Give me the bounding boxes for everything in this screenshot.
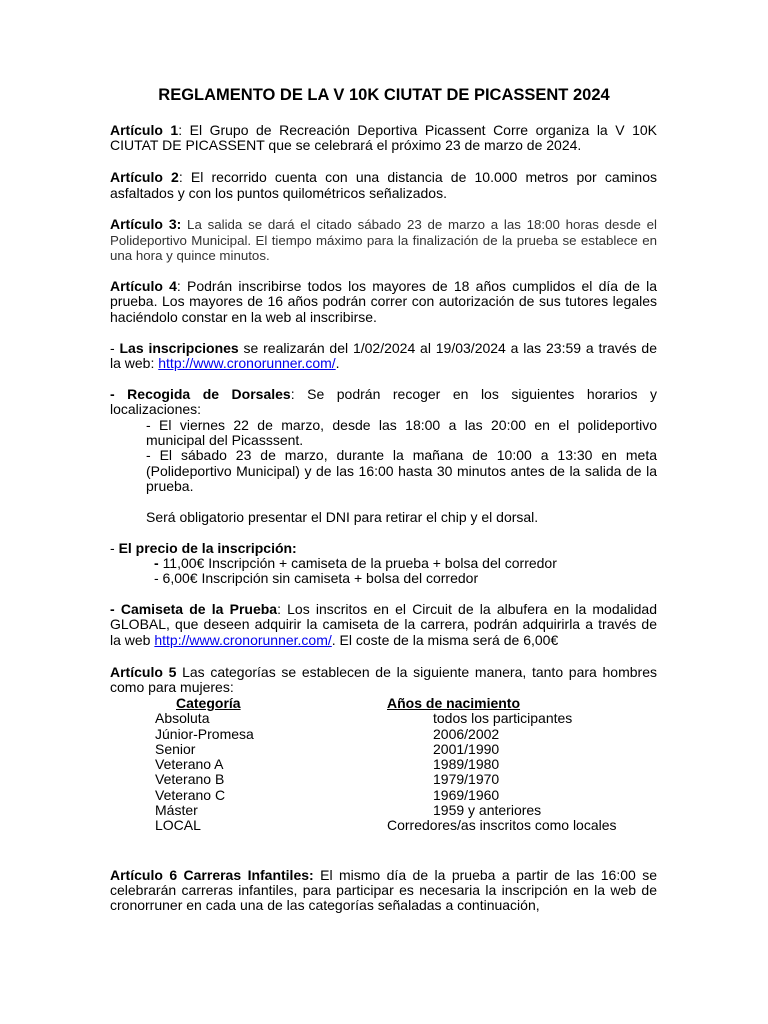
table-row	[155, 757, 655, 772]
article-4-label: Artículo 4	[110, 278, 177, 294]
cronorunner-link-2[interactable]: http://www.cronorunner.com/	[154, 632, 332, 648]
dorsales-item2-line3: prueba.	[146, 478, 194, 494]
table-row	[155, 818, 655, 833]
categories-header	[155, 696, 655, 711]
article-1-line1: Artículo 1: El Grupo de Recreación Deportiva Picassent Corre organiza la V 10K	[110, 122, 657, 138]
inscripciones-line1: - Las inscripciones se realizarán del 1/02/2024 al 19/03/2024 a las 23:59 a través de	[110, 340, 657, 356]
table-row	[155, 772, 655, 787]
article-3-label: Artículo 3:	[110, 216, 182, 232]
article-1-line2: CIUTAT DE PICASSENT que se celebrará el próximo 23 de marzo de 2024.	[110, 137, 582, 153]
article-5-label: Artículo 5	[110, 664, 177, 680]
precio-heading: - El precio de la inscripción:	[110, 540, 297, 556]
dorsales-label: - Recogida de Dorsales	[110, 386, 291, 402]
camiseta-label: - Camiseta de la Prueba	[110, 601, 278, 617]
article-3-line2: Polideportivo Municipal. El tiempo máximo para la finalización de la prueba se establece en	[110, 233, 657, 248]
article-6-label: Artículo 6 Carreras Infantiles:	[110, 867, 314, 883]
article-3-line1: Artículo 3: La salida se dará el citado sábado 23 de marzo a las 18:00 horas desde el	[110, 216, 657, 232]
category-cell: Máster	[155, 802, 198, 819]
article-4-line2: prueba. Los mayores de 16 años podrán correr con autorización de sus tutores legales	[110, 293, 657, 309]
precio-label: El precio de la inscripción:	[118, 540, 297, 556]
table-row	[155, 742, 655, 757]
camiseta-line1: - Camiseta de la Prueba: Los inscritos en el Circuit de la albufera en la modalidad	[110, 601, 657, 617]
table-row	[155, 788, 655, 803]
document-title: REGLAMENTO DE LA V 10K CIUTAT DE PICASSENT 2024	[158, 86, 610, 104]
dorsales-item1-line1: - El viernes 22 de marzo, desde las 18:00 a las 20:00 en el polideportivo	[146, 417, 657, 433]
article-4-line1: Artículo 4: Podrán inscribirse todos los mayores de 18 años cumplidos el día de la	[110, 278, 657, 294]
category-cell: Absoluta	[155, 710, 210, 727]
years-cell: 1969/1960	[433, 786, 500, 803]
table-row	[155, 711, 655, 726]
dorsales-note: Será obligatorio presentar el DNI para retirar el chip y el dorsal.	[146, 509, 539, 525]
dorsales-item2-line1: - El sábado 23 de marzo, durante la mañana de 10:00 a 13:30 en meta	[146, 447, 657, 463]
article-2-line1: Artículo 2: El recorrido cuenta con una distancia de 10.000 metros por caminos	[110, 169, 657, 185]
precio-option-1: - 11,00€ Inscripción + camiseta de la prueba + bolsa del corredor	[154, 555, 557, 571]
table-row	[155, 727, 655, 742]
years-cell: 2006/2002	[433, 725, 500, 742]
category-cell: Veterano A	[155, 756, 224, 773]
category-cell: Veterano C	[155, 786, 226, 803]
dorsales-item2-line2: (Polideportivo Municipal) y de las 16:00 hasta 30 minutos antes de la salida de la	[146, 463, 657, 479]
article-2-line2: asfaltados y con los puntos quilométricos señalizados.	[110, 185, 447, 201]
article-1-label: Artículo 1	[110, 122, 179, 138]
category-cell: LOCAL	[155, 817, 201, 834]
dorsales-line1: - Recogida de Dorsales: Se podrán recoger en los siguientes horarios y	[110, 386, 658, 402]
article-4-line3: haciéndolo constar en la web al inscribirse.	[110, 309, 377, 325]
header-categoria: Categoría	[176, 695, 241, 711]
precio-option-2: - 6,00€ Inscripción sin camiseta + bolsa del corredor	[154, 570, 479, 586]
table-row	[155, 803, 655, 818]
categories-table	[155, 696, 655, 834]
article-6-line3: cronorruner en cada una de las categorías señaladas a continuación,	[110, 897, 540, 913]
category-cell: Senior	[155, 740, 196, 757]
years-cell: 1959 y anteriores	[433, 802, 542, 819]
dorsales-line2: localizaciones:	[110, 401, 202, 417]
article-6-line1: Artículo 6 Carreras Infantiles: El mismo día de la prueba a partir de las 16:00 se	[110, 867, 658, 883]
article-2-label: Artículo 2	[110, 169, 179, 185]
years-cell: 1989/1980	[433, 756, 500, 773]
camiseta-line2: GLOBAL, que deseen adquirir la camiseta de la carrera, podrán adquirirla a través de	[110, 616, 657, 632]
years-cell: 1979/1970	[433, 771, 500, 788]
article-5-line2: como para mujeres:	[110, 679, 234, 695]
inscripciones-line2: la web: http://www.cronorunner.com/.	[110, 355, 340, 371]
inscripciones-label: Las inscripciones	[119, 340, 239, 356]
camiseta-line3: la web http://www.cronorunner.com/. El coste de la misma será de 6,00€	[110, 632, 559, 648]
category-cell: Veterano B	[155, 771, 225, 788]
cronorunner-link[interactable]: http://www.cronorunner.com/	[158, 355, 336, 371]
dorsales-item1-line2: municipal del Picasssent.	[146, 432, 304, 448]
years-cell: 2001/1990	[433, 740, 500, 757]
years-cell: Corredores/as inscritos como locales	[387, 817, 617, 834]
article-3-line3: una hora y quince minutos.	[110, 248, 270, 263]
article-5-line1: Artículo 5 Las categorías se establecen de la siguiente manera, tanto para hombres	[110, 664, 657, 680]
years-cell: todos los participantes	[433, 710, 573, 727]
category-cell: Júnior-Promesa	[155, 725, 254, 742]
header-anos: Años de nacimiento	[387, 695, 521, 711]
article-6-line2: celebrarán carreras infantiles, para participar es necesaria la inscripción en la web de	[110, 882, 657, 898]
